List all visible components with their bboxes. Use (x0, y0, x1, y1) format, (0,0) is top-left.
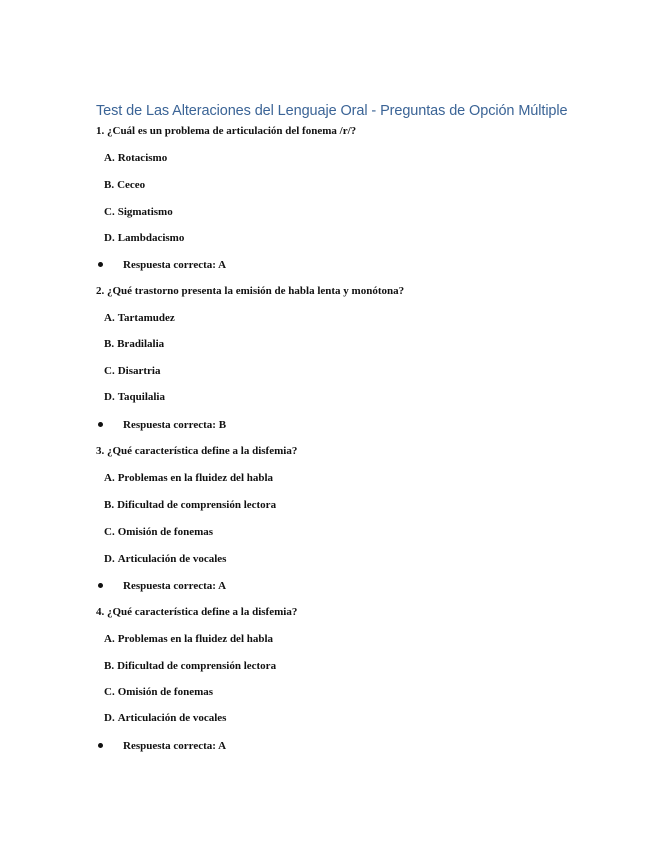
answer-option (104, 337, 164, 351)
question-text: 2. ¿Qué trastorno presenta la emisión de habla lenta y monótona? (96, 285, 405, 297)
option-label: Disartria (117, 365, 161, 377)
correct-answer (96, 418, 226, 432)
correct-answer (96, 739, 226, 753)
option-letter: C. (104, 686, 115, 698)
answer-option (104, 311, 175, 325)
answer-option (104, 231, 184, 245)
answer-option (104, 151, 167, 165)
correct-answer (96, 258, 226, 272)
option-letter: C. (104, 365, 115, 377)
option-label: Rotacismo (117, 152, 168, 164)
bullet-icon (98, 743, 103, 748)
question-text: 1. ¿Cuál es un problema de articulación del fonema /r/? (96, 125, 357, 137)
answer-option (104, 471, 273, 485)
document-title: Test de Las Alteraciones del Lenguaje Oral - Preguntas de Opción Múltiple (96, 103, 568, 119)
option-letter: C. (104, 206, 115, 218)
option-label: Ceceo (117, 179, 146, 191)
option-letter: D. (104, 391, 115, 403)
correct-answer-text: Respuesta correcta: B (123, 419, 227, 431)
correct-answer (96, 579, 226, 593)
answer-option (104, 711, 226, 725)
answer-option (104, 178, 145, 192)
question-block (0, 605, 655, 765)
option-letter: A. (104, 312, 115, 324)
answer-option (104, 498, 276, 512)
option-letter: A. (104, 633, 115, 645)
option-label: Bradilalia (117, 338, 165, 350)
question-text: 3. ¿Qué característica define a la disfemia? (96, 445, 298, 457)
option-letter: D. (104, 712, 115, 724)
option-label: Omisión de fonemas (117, 526, 214, 538)
correct-answer-text: Respuesta correcta: A (123, 259, 227, 271)
bullet-icon (98, 422, 103, 427)
answer-option (104, 525, 213, 539)
option-letter: A. (104, 472, 115, 484)
option-letter: B. (104, 179, 115, 191)
answer-option (104, 552, 226, 566)
option-label: Problemas en la fluidez del habla (117, 472, 274, 484)
option-label: Problemas en la fluidez del habla (117, 633, 274, 645)
answer-option (104, 659, 276, 673)
answer-option (104, 364, 160, 378)
correct-answer-text: Respuesta correcta: A (123, 740, 227, 752)
answer-option (104, 685, 213, 699)
option-letter: D. (104, 553, 115, 565)
option-label: Taquilalia (117, 391, 165, 403)
option-label: Tartamudez (117, 312, 175, 324)
question-block (0, 444, 655, 604)
option-letter: A. (104, 152, 115, 164)
correct-answer-text: Respuesta correcta: A (123, 580, 227, 592)
question-block (0, 284, 655, 444)
option-label: Lambdacismo (117, 232, 185, 244)
option-label: Sigmatismo (117, 206, 173, 218)
option-letter: C. (104, 526, 115, 538)
option-label: Omisión de fonemas (117, 686, 214, 698)
answer-option (104, 205, 173, 219)
question-text: 4. ¿Qué característica define a la disfemia? (96, 606, 298, 618)
option-label: Articulación de vocales (117, 553, 227, 565)
option-label: Dificultad de comprensión lectora (117, 660, 277, 672)
answer-option (104, 390, 165, 404)
bullet-icon (98, 583, 103, 588)
option-letter: B. (104, 338, 115, 350)
option-label: Dificultad de comprensión lectora (117, 499, 277, 511)
question-block (0, 124, 655, 284)
option-letter: B. (104, 499, 115, 511)
answer-option (104, 632, 273, 646)
bullet-icon (98, 262, 103, 267)
option-letter: D. (104, 232, 115, 244)
option-letter: B. (104, 660, 115, 672)
option-label: Articulación de vocales (117, 712, 227, 724)
